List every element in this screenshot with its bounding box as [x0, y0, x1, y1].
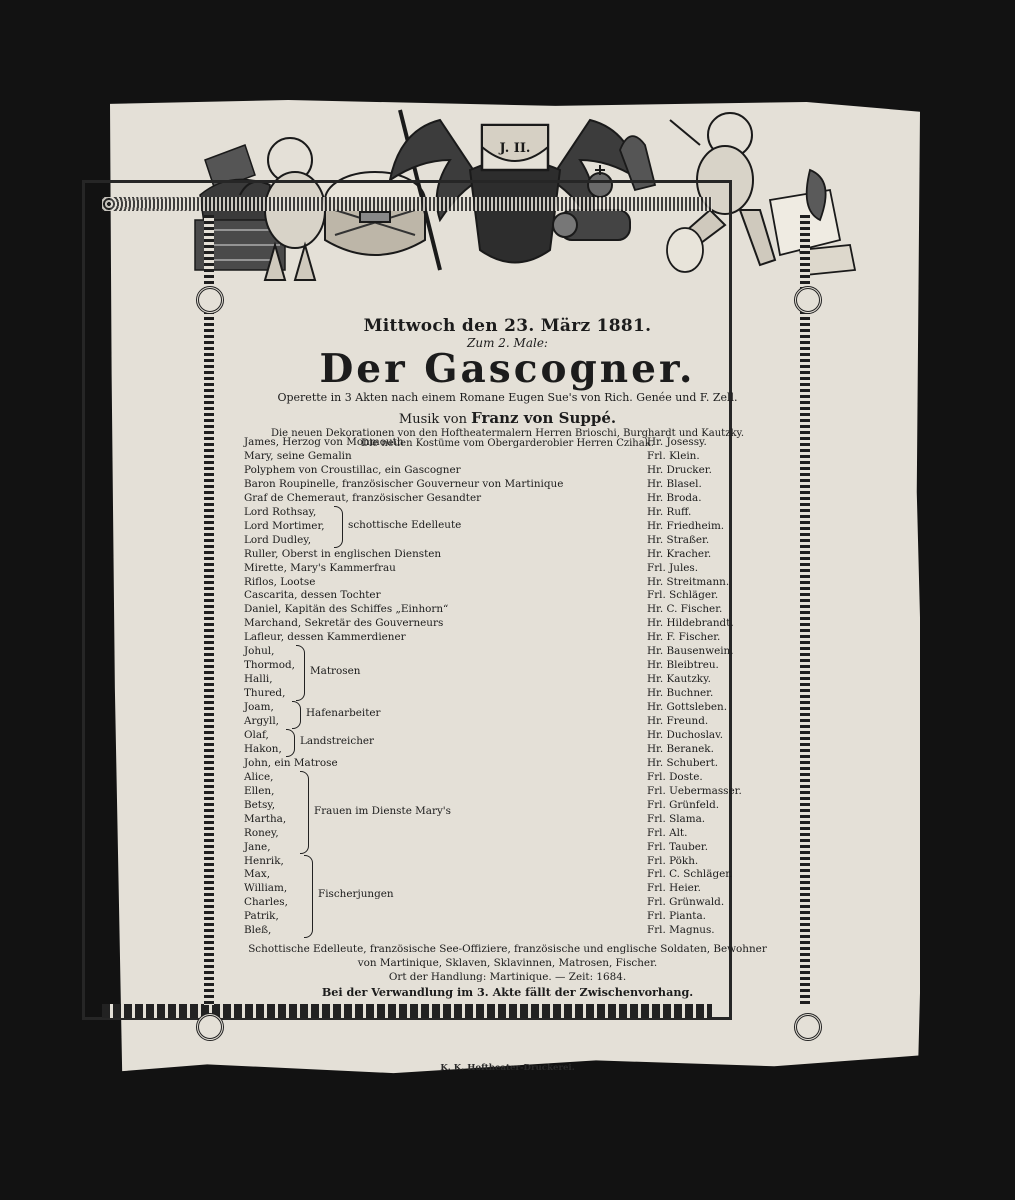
- cast-actor: Hr. Hildebrandt.: [647, 617, 734, 630]
- cast-actor: Hr. Friedheim.: [647, 519, 725, 532]
- cast-actor: Hr. Straßer.: [647, 533, 710, 546]
- costumes-credit: Die neuen Kostüme vom Obergarderobier Herren Czihak.: [361, 438, 654, 449]
- cast-actor: Hr. Kautzky.: [647, 673, 711, 686]
- cast-row: [244, 909, 764, 923]
- cast-row: [244, 784, 764, 798]
- corner-rosette-bottom-left: [196, 1013, 224, 1041]
- cast-actor: Hr. Schubert.: [647, 756, 719, 769]
- cast-actor: Hr. Freund.: [647, 715, 709, 727]
- cast-actor: Frl. Alt.: [647, 826, 688, 839]
- music-credit: [0, 409, 1015, 427]
- group-brace: [300, 771, 309, 855]
- cast-actor: Hr. Gottsleben.: [647, 701, 727, 714]
- cast-actor: Frl. Uebermasser.: [647, 784, 742, 797]
- cast-role: Lord Dudley,: [244, 533, 312, 546]
- cast-row: [244, 686, 764, 700]
- cast-role: Marchand, Sekretär des Gouverneurs: [244, 617, 444, 630]
- cast-row: [244, 588, 764, 602]
- cast-role: Charles,: [244, 896, 288, 909]
- cast-role: John, ein Matrose: [244, 756, 338, 769]
- cast-row: [244, 477, 764, 491]
- cast-role: Betsy,: [244, 798, 276, 811]
- cast-role: Mirette, Mary's Kammerfrau: [244, 561, 396, 574]
- cast-actor: Hr. Broda.: [647, 491, 702, 504]
- cast-row: [244, 561, 764, 575]
- ensemble-line-2: von Martinique, Sklaven, Sklavinnen, Matrosen, Fischer.: [357, 957, 658, 969]
- group-label-edelleute: schottische Edelleute: [348, 518, 462, 531]
- cast-row: [244, 616, 764, 630]
- cast-actor: Hr. Blasel.: [647, 477, 702, 490]
- cast-actor: Hr. Drucker.: [647, 463, 712, 476]
- group-label-landstreicher: Landstreicher: [300, 734, 375, 747]
- cast-row: [244, 505, 764, 519]
- cast-actor: Frl. C. Schläger.: [647, 868, 733, 881]
- bottom-ornament-band: [102, 1004, 712, 1018]
- cast-row: [244, 923, 764, 937]
- cast-actor: Frl. Grünwald.: [647, 896, 725, 909]
- cast-role: Thured,: [244, 687, 286, 700]
- group-brace: [292, 701, 301, 729]
- cast-actor: Hr. Ruff.: [647, 505, 692, 518]
- corner-rosette-top-right: [794, 286, 822, 314]
- cast-actor: Hr. Duchoslav.: [647, 728, 724, 741]
- cast-role: Patrik,: [244, 910, 279, 923]
- cast-actor: Hr. Beranek.: [647, 742, 714, 755]
- group-brace: [296, 645, 305, 701]
- corner-rosette-top-left: [196, 286, 224, 314]
- cast-role: Martha,: [244, 812, 287, 825]
- cast-row: [244, 491, 764, 505]
- setting-line: Ort der Handlung: Martinique. — Zeit: 1684.: [388, 971, 627, 983]
- cast-row: [244, 463, 764, 477]
- music-prefix: Musik von: [398, 412, 467, 427]
- cast-actor: Hr. Bleibtreu.: [647, 659, 719, 672]
- cast-row: [244, 602, 764, 616]
- cast-role: Hakon,: [244, 742, 282, 755]
- cast-actor: Frl. Schläger.: [647, 589, 719, 602]
- cast-role: Argyll,: [244, 715, 279, 727]
- operette-credit: Operette in 3 Akten nach einem Romane Eugen Sue's von Rich. Genée und F. Zell.: [277, 391, 738, 404]
- cast-actor: Frl. Grünfeld.: [647, 798, 720, 811]
- cast-row: [244, 630, 764, 644]
- cast-role: Max,: [244, 868, 270, 881]
- cast-role: Lafleur, dessen Kammerdiener: [244, 631, 406, 644]
- cast-role: Henrik,: [244, 854, 284, 867]
- cast-actor: Frl. Pökh.: [647, 854, 699, 867]
- cast-role: Olaf,: [244, 728, 269, 741]
- cast-role: Jane,: [244, 840, 271, 853]
- cast-role: Ellen,: [244, 784, 275, 797]
- cast-row: [244, 519, 764, 533]
- cast-actor: Hr. F. Fischer.: [647, 631, 721, 644]
- cast-role: Joam,: [244, 701, 274, 714]
- cast-actor: Hr. Josessy.: [647, 436, 707, 448]
- cast-actor: Frl. Jules.: [647, 561, 699, 574]
- cast-actor: Hr. Streitmann.: [647, 575, 730, 588]
- cast-row: [244, 435, 764, 449]
- cast-role: Ruller, Oberst in englischen Diensten: [244, 547, 442, 560]
- cast-role: Thormod,: [244, 659, 295, 672]
- cast-role: Daniel, Kapitän des Schiffes „Einhorn“: [244, 603, 449, 616]
- cast-row: [244, 770, 764, 784]
- cast-role: James, Herzog von Monmouth: [244, 436, 404, 448]
- cast-role: Halli,: [244, 673, 273, 686]
- cast-actor: Frl. Magnus.: [647, 924, 715, 937]
- cast-role: Lord Rothsay,: [244, 505, 317, 518]
- cast-row: [244, 854, 764, 868]
- group-label-frauen: Frauen im Dienste Mary's: [314, 804, 452, 817]
- group-label-fischerjungen: Fischerjungen: [318, 888, 394, 901]
- wave-ornament-band: [102, 197, 712, 211]
- cast-role: William,: [244, 882, 288, 895]
- group-brace: [334, 506, 343, 548]
- cast-role: Polyphem von Croustillac, ein Gascogner: [244, 463, 461, 476]
- cast-role: Johul,: [244, 645, 275, 658]
- curtain-note: Bei der Verwandlung im 3. Akte fällt der Zwischenvorhang.: [321, 985, 694, 999]
- cast-row: [244, 449, 764, 463]
- cast-row: [244, 547, 764, 561]
- cast-actor: Hr. Buchner.: [647, 687, 714, 700]
- cast-row: [244, 575, 764, 589]
- group-label-matrosen: Matrosen: [310, 665, 361, 678]
- cast-role: Riflos, Lootse: [244, 575, 316, 588]
- corner-rosette-bottom-right: [794, 1013, 822, 1041]
- ensemble-line-1: Schottische Edelleute, französische See-Offiziere, französische und englische Soldaten, Bewohner: [248, 943, 767, 955]
- cast-role: Lord Mortimer,: [244, 519, 325, 532]
- cast-role: Graf de Chemeraut, französischer Gesandter: [244, 491, 482, 504]
- composer-name: Franz von Suppé.: [471, 409, 617, 427]
- cast-actor: Hr. C. Fischer.: [647, 603, 723, 616]
- cast-row: [244, 840, 764, 854]
- cast-role: Mary, seine Gemalin: [244, 449, 352, 462]
- decorations-credit: Die neuen Dekorationen von den Hoftheatermalern Herren Brioschi, Burghardt und Kautzky.: [270, 428, 745, 439]
- cast-role: Alice,: [244, 770, 274, 783]
- group-label-hafenarbeiter: Hafenarbeiter: [306, 707, 381, 719]
- cast-role: Baron Roupinelle, französischer Gouverneur von Martinique: [244, 477, 564, 490]
- cast-row: [244, 826, 764, 840]
- cast-role: Cascarita, dessen Tochter: [244, 589, 381, 602]
- group-brace: [304, 855, 313, 939]
- cast-role: Roney,: [244, 826, 279, 839]
- group-brace: [286, 729, 295, 757]
- performance-date: Mittwoch den 23. März 1881.: [363, 316, 652, 336]
- cast-row: [244, 756, 764, 770]
- cast-row: [244, 644, 764, 658]
- printer-imprint: K. K. Hoftheater-Druckerei.: [440, 1063, 575, 1073]
- cast-actor: Frl. Tauber.: [647, 840, 709, 853]
- cast-actor: Frl. Heier.: [647, 882, 701, 895]
- cast-actor: Frl. Pianta.: [647, 910, 706, 923]
- cast-actor: Frl. Klein.: [647, 449, 700, 462]
- cast-actor: Hr. Kracher.: [647, 547, 712, 560]
- cast-row: [244, 533, 764, 547]
- play-title: Der Gascogner.: [319, 346, 696, 392]
- performance-note: Zum 2. Male:: [467, 336, 548, 350]
- cast-role: Bleß,: [244, 924, 272, 937]
- cast-actor: Frl. Slama.: [647, 812, 706, 825]
- cast-row: [244, 867, 764, 881]
- cast-actor: Hr. Bausenwein.: [647, 645, 734, 658]
- cast-actor: Frl. Doste.: [647, 770, 703, 783]
- crest-monogram: J. II.: [499, 141, 531, 156]
